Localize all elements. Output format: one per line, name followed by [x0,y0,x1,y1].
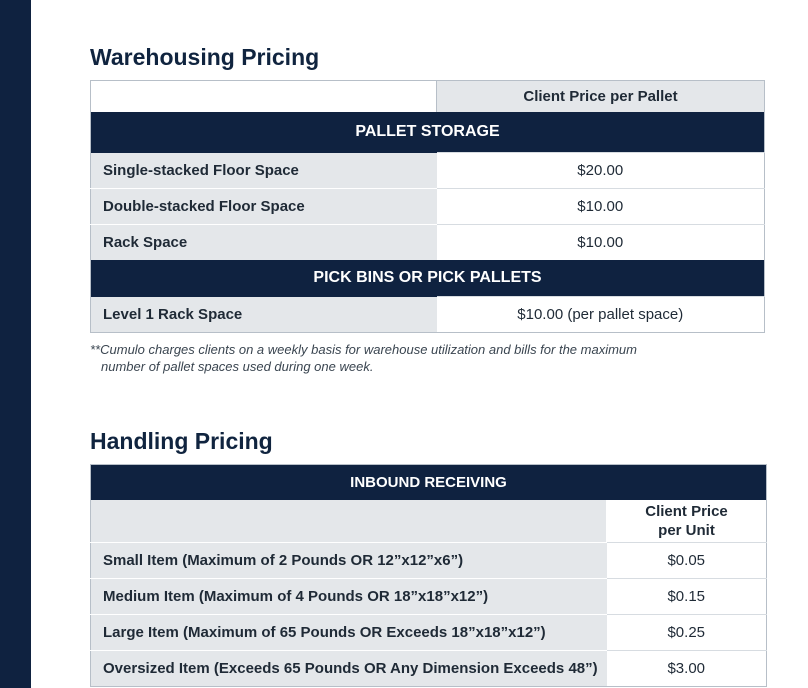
table-row [91,651,767,687]
handling-pricing-title: Handling Pricing [90,428,273,454]
row-label: Small Item (Maximum of 2 Pounds OR 12”x12”x6”) [91,543,607,579]
price-column-header [607,500,767,543]
table-header-row [91,500,767,543]
row-price: $20.00 [437,153,765,189]
row-label: Double-stacked Floor Space [91,189,437,225]
section-heading-pick-bins: PICK BINS OR PICK PALLETS [91,260,765,297]
row-price: $0.05 [607,543,767,579]
row-label: Single-stacked Floor Space [91,153,437,189]
price-header-line-1: Client Price [645,503,728,520]
section-band [91,260,765,297]
warehousing-pricing-table [90,80,765,333]
table-row [91,297,765,333]
footnote-line-1: **Cumulo charges clients on a weekly basis for warehouse utilization and bills for the maximum [90,342,637,357]
warehousing-pricing-title: Warehousing Pricing [90,44,320,70]
section-heading-inbound-receiving: INBOUND RECEIVING [91,465,767,501]
header-blank-cell [91,81,437,113]
table-header-row [91,81,765,113]
table-row [91,225,765,261]
row-label: Level 1 Rack Space [91,297,437,333]
table-row [91,615,767,651]
row-price: $3.00 [607,651,767,687]
row-label: Large Item (Maximum of 65 Pounds OR Exceeds 18”x18”x12”) [91,615,607,651]
table-row [91,543,767,579]
table-row [91,189,765,225]
row-label: Rack Space [91,225,437,261]
section-band [91,112,765,153]
section-band [91,465,767,501]
row-price: $10.00 [437,225,765,261]
price-column-header: Client Price per Pallet [437,81,765,113]
footnote-line-2: number of pallet spaces used during one week. [101,359,374,374]
table-row [91,579,767,615]
price-header-line-2: per Unit [658,522,715,539]
footnote [90,341,730,375]
table-row [91,153,765,189]
header-blank-cell [91,500,607,543]
row-price: $10.00 [437,189,765,225]
left-accent-bar [0,0,31,688]
row-price: $10.00 (per pallet space) [437,297,765,333]
section-heading-pallet-storage: PALLET STORAGE [91,112,765,153]
row-label: Medium Item (Maximum of 4 Pounds OR 18”x18”x12”) [91,579,607,615]
row-label: Oversized Item (Exceeds 65 Pounds OR Any Dimension Exceeds 48”) [91,651,607,687]
row-price: $0.15 [607,579,767,615]
row-price: $0.25 [607,615,767,651]
handling-pricing-table [90,464,767,687]
